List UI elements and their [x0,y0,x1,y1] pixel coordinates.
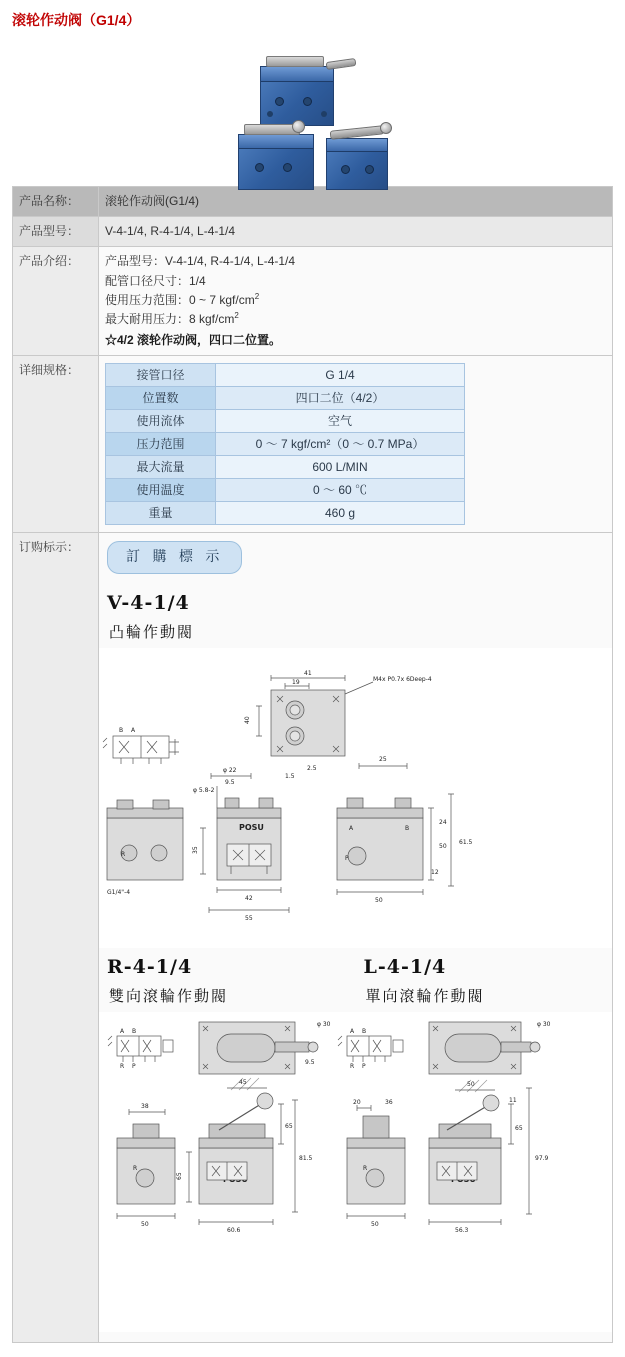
svg-text:40: 40 [244,716,251,725]
intro-highlight: ☆4/2 滚轮作动阀，四口二位置。 [105,333,282,348]
roller-wheel-icon [380,122,392,134]
drawing-v-svg [99,648,569,948]
svg-text:65: 65 [515,1125,523,1133]
svg-text:65: 65 [285,1123,293,1131]
hero-photo [0,38,625,178]
svg-text:φ 30: φ 30 [537,1021,551,1029]
spec-detail-label: 详细规格： [13,356,99,532]
model-name-v: 凸輪作動閥 [109,623,195,642]
svg-text:42: 42 [245,895,253,903]
drawing-rl [99,1012,612,1332]
spec-model-value: V-4-1/4, R-4-1/4, L-4-1/4 [99,217,612,246]
detail-value: 0 ～ 7 kgf/cm²（0 ～ 0.7 MPa） [216,433,465,456]
svg-text:P: P [362,1063,366,1071]
model-code-l: L-4-1/4 [363,956,447,979]
footer-space [0,1343,625,1357]
spec-intro-value [99,247,612,355]
intro-maxpressure-text: 最大耐用压力：8 kgf/cm [105,311,235,326]
detail-value: 600 L/MIN [216,456,465,479]
spec-name-value: 滚轮作动阀(G1/4) [99,187,612,216]
detail-key: 位置数 [106,387,216,410]
port-hole-icon [283,163,292,172]
svg-text:35: 35 [192,846,199,855]
svg-text:B: B [362,1028,367,1036]
table-row [106,364,465,387]
port-hole-icon [365,165,374,174]
page-title: 滚轮作动阀（G1/4） [12,12,141,28]
detail-value: 空气 [216,410,465,433]
svg-text:M4x P0.7x 6Deep-4: M4x P0.7x 6Deep-4 [373,676,432,684]
roller-wheel-icon [292,120,305,133]
svg-text:φ 22: φ 22 [223,767,237,775]
table-row [106,456,465,479]
svg-text:56.3: 56.3 [455,1227,469,1235]
detail-value: 四口二位（4/2） [216,387,465,410]
spec-row-intro [13,247,612,356]
svg-text:A: A [349,825,354,833]
spec-intro-label: 产品介绍： [13,247,99,355]
svg-text:50: 50 [467,1081,475,1089]
detail-value: 0 ～ 60 ℃ [216,479,465,502]
svg-text:55: 55 [245,915,253,923]
actuator-arm-rear [326,58,357,70]
drawing-v [99,648,612,948]
spec-panel [12,186,613,1343]
svg-text:50: 50 [141,1221,149,1229]
valve-photo-group [230,38,400,178]
spec-row-name [13,187,612,217]
svg-text:P: P [345,855,349,863]
model-block-l [356,948,613,1012]
spec-name-label: 产品名称： [13,187,99,216]
svg-text:19: 19 [292,679,300,687]
screw-hole-icon [321,111,327,117]
table-row [106,479,465,502]
intro-line-port: 配管口径尺寸：1/4 [105,273,206,288]
order-drawings [99,533,612,1342]
model-name-r: 雙向滾輪作動閥 [109,987,229,1006]
svg-text:2.5: 2.5 [307,765,317,773]
svg-text:36: 36 [385,1099,393,1107]
svg-text:50: 50 [439,843,447,851]
spec-row-detail [13,356,612,533]
roller-lever-rear [266,56,324,67]
svg-text:97.9: 97.9 [535,1155,549,1163]
svg-text:50: 50 [371,1221,379,1229]
order-badge: 訂 購 標 示 [107,541,242,573]
intro-maxpressure-sup: 2 [234,310,239,320]
svg-text:A: A [350,1028,355,1036]
table-row [106,410,465,433]
valve-top-left [239,135,313,149]
port-hole-icon [303,97,312,106]
detail-key: 最大流量 [106,456,216,479]
svg-text:POSU: POSU [239,823,264,833]
svg-text:P: P [132,1063,136,1071]
svg-text:R: R [363,1165,368,1173]
spec-detail-value [99,356,612,532]
svg-text:A: A [120,1028,125,1036]
svg-text:12: 12 [431,869,439,877]
detail-table [105,363,465,525]
svg-text:R: R [350,1063,355,1071]
detail-value: 460 g [216,502,465,525]
svg-text:9.5: 9.5 [305,1059,315,1067]
valve-body-left [238,134,314,190]
svg-text:R: R [120,1063,125,1071]
spec-model-label: 产品型号： [13,217,99,246]
intro-pressure-sup: 2 [254,291,260,301]
detail-key: 使用温度 [106,479,216,502]
svg-text:1.5: 1.5 [285,773,295,781]
intro-line-pressure [105,291,606,310]
svg-text:45: 45 [239,1079,247,1087]
valve-body-right [326,138,388,190]
svg-text:9.5: 9.5 [225,779,235,787]
table-row [106,387,465,410]
intro-line-model: 产品型号：V-4-1/4, R-4-1/4, L-4-1/4 [105,254,296,269]
model-code-r: R-4-1/4 [107,956,193,979]
svg-text:11: 11 [509,1097,517,1105]
svg-text:50: 50 [375,897,383,905]
intro-line-maxpressure [105,310,606,329]
detail-value: G 1/4 [216,364,465,387]
screw-hole-icon [267,111,273,117]
port-hole-icon [341,165,350,174]
svg-text:G1/4"-4: G1/4"-4 [107,889,131,897]
detail-key: 使用流体 [106,410,216,433]
valve-top-rear [261,67,333,82]
svg-text:60.6: 60.6 [227,1227,241,1235]
spec-row-order [13,533,612,1343]
drawing-rl-svg [99,1012,569,1332]
port-hole-icon [255,163,264,172]
valve-body-rear [260,66,334,126]
model-name-l: 單向滾輪作動閥 [365,987,485,1006]
svg-text:61.5: 61.5 [459,839,473,847]
table-row [106,502,465,525]
svg-text:24: 24 [439,819,447,827]
spec-order-label: 订购标示： [13,533,99,1342]
svg-text:65: 65 [176,1172,183,1181]
svg-text:20: 20 [353,1099,361,1107]
table-row [106,433,465,456]
spec-row-model [13,217,612,247]
model-code-v: V-4-1/4 [107,591,190,614]
svg-text:38: 38 [141,1103,149,1111]
detail-key: 重量 [106,502,216,525]
svg-text:41: 41 [304,670,312,678]
detail-key: 接管口径 [106,364,216,387]
svg-text:B: B [119,727,124,735]
svg-text:A: A [131,727,136,735]
model-row-rl [99,948,612,1012]
svg-text:B: B [405,825,410,833]
intro-pressure-text: 使用压力范围：0 ~ 7 kgf/cm [105,292,255,307]
svg-text:81.5: 81.5 [299,1155,313,1163]
detail-key: 压力范围 [106,433,216,456]
svg-text:R: R [121,851,126,859]
valve-top-right [327,139,387,152]
svg-text:φ 5.8-2: φ 5.8-2 [193,787,215,795]
model-block-r [99,948,356,1012]
port-hole-icon [275,97,284,106]
svg-text:φ 30: φ 30 [317,1021,331,1029]
svg-text:R: R [133,1165,138,1173]
svg-text:B: B [132,1028,137,1036]
svg-text:25: 25 [379,756,387,764]
